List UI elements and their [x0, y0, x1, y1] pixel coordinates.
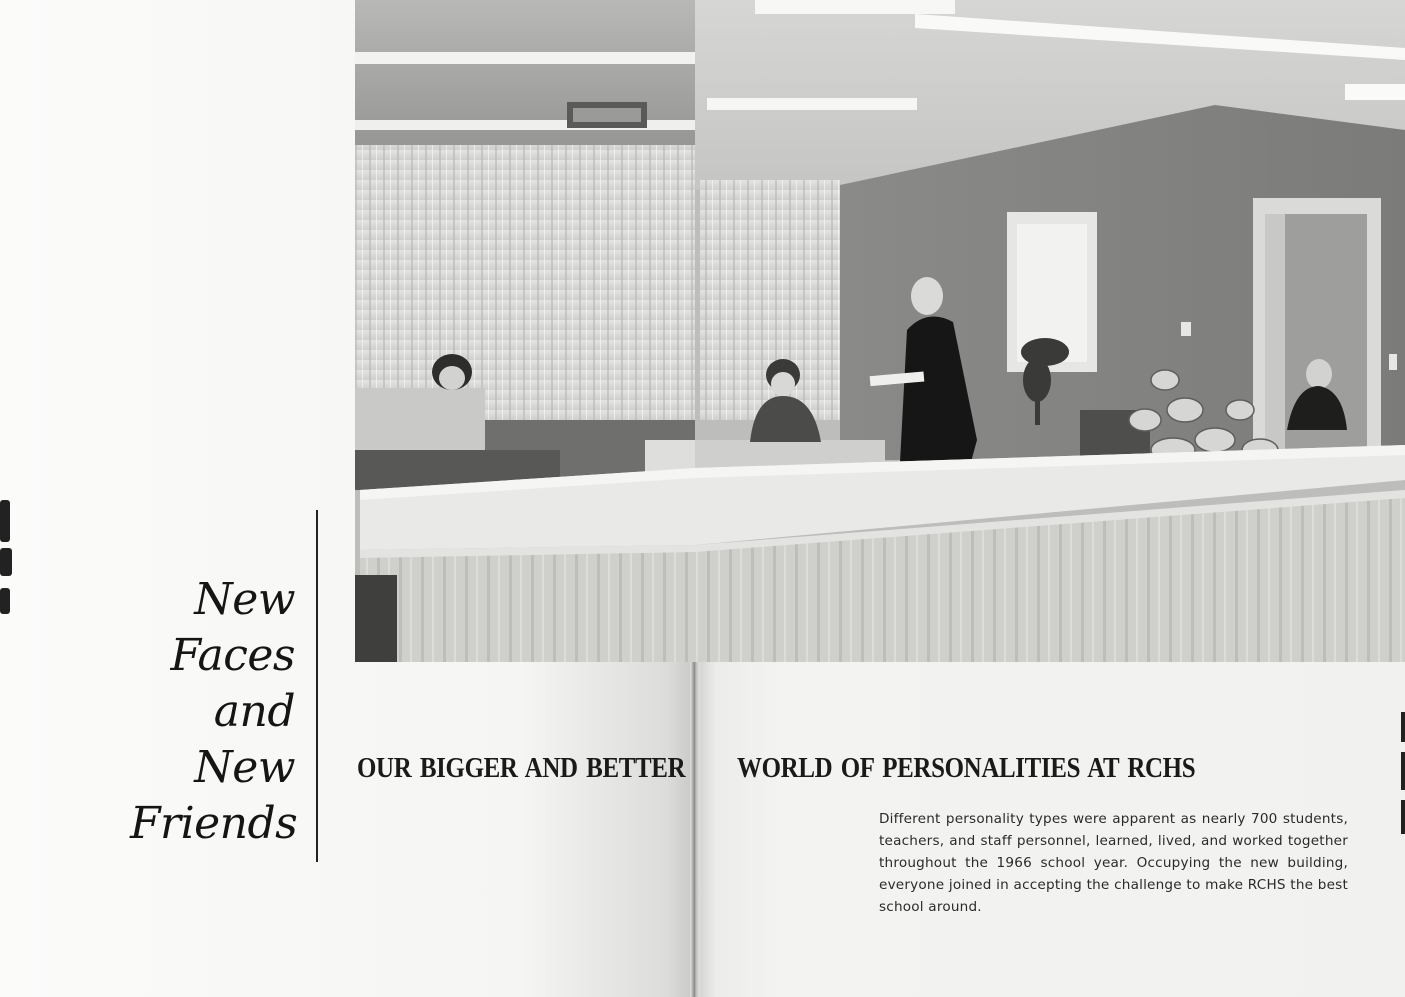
headline-line: New [194, 574, 295, 625]
section-heading-left: OUR BIGGER AND BETTER [357, 752, 686, 784]
page-edge-mark [1401, 712, 1405, 742]
headline-line: and [213, 686, 295, 737]
headline-line: Faces [170, 630, 295, 681]
binding-mark [0, 588, 10, 614]
left-headline [130, 572, 298, 852]
binding-mark [0, 500, 10, 542]
vertical-divider [316, 510, 318, 862]
page-edge-mark [1401, 800, 1405, 834]
photo-caption: Different personality types were apparent as nearly 700 students, teachers, and staff personnel, learned, lived, and worked together throughout the 1966 school year. Occupying the new building, everyone joined in accepting the challenge to make RCHS the best school around. [879, 811, 1348, 915]
binding-mark [0, 548, 12, 576]
section-heading-right: WORLD OF PERSONALITIES AT RCHS [737, 752, 1196, 784]
headline-line: Friends [130, 798, 298, 849]
headline-line: New [194, 742, 295, 793]
school-office-photo [355, 0, 1405, 662]
page-edge-mark [1401, 752, 1405, 790]
